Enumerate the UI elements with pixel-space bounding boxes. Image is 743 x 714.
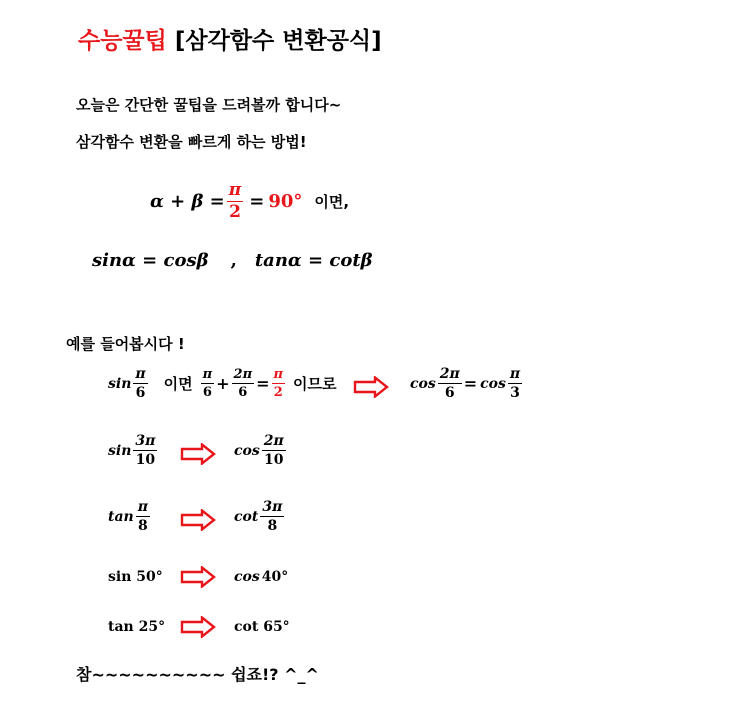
ex1-b-den: 6	[238, 385, 248, 400]
ex1-num: π	[135, 366, 146, 382]
ex4-r-val: 40°	[261, 569, 289, 585]
closing-text: 참~~~~~~~~~~ 쉽죠!? ^_^	[76, 665, 319, 684]
ex1-r-fn2: cos	[480, 375, 506, 392]
example-1-left	[108, 367, 337, 400]
example-1-right	[410, 367, 524, 400]
pi-over-two	[227, 182, 243, 221]
ex1-den: 6	[135, 385, 146, 401]
ex3-den: 8	[137, 518, 148, 534]
ex1-imeuro: 이므로	[293, 375, 337, 393]
ex3-frac	[136, 500, 150, 533]
ex3-r-num: 3π	[262, 499, 283, 515]
ex2-num: 3π	[135, 433, 156, 449]
identity-right: tanα = cotβ	[254, 250, 373, 271]
ex1-frac-b	[232, 368, 255, 399]
identity-left: sinα = cosβ	[92, 250, 209, 271]
ex3-r-fn: cot	[234, 508, 259, 525]
ex1-fn: sin	[108, 375, 132, 392]
ex1-imyeon: 이면	[163, 375, 193, 393]
example-5-right: cot 65°	[234, 619, 290, 635]
ex1-r-num1: 2π	[439, 366, 460, 382]
ninety-degrees: 90°	[268, 191, 303, 212]
ex1-r-frac1	[438, 367, 462, 400]
ex2-r-frac	[262, 434, 286, 467]
equals-sign: =	[249, 191, 265, 212]
ex2-fn: sin	[108, 442, 132, 459]
page-title	[78, 22, 382, 55]
ex2-den: 10	[135, 452, 156, 468]
right-arrow-icon	[180, 509, 216, 531]
alpha-plus-beta: α + β =	[150, 191, 225, 212]
ex1-a-num: π	[202, 367, 213, 382]
ex1-plus: +	[216, 374, 230, 393]
condition-suffix: 이면,	[314, 193, 350, 211]
title-highlight: 수능꿀팁	[78, 28, 167, 54]
example-4-left: sin 50°	[108, 569, 163, 585]
ex1-frac	[133, 367, 147, 400]
ex1-a-den: 6	[202, 385, 212, 400]
ex2-r-den: 10	[264, 452, 284, 468]
ex2-r-num: 2π	[263, 433, 284, 449]
ex1-r-eq: =	[463, 374, 478, 393]
ex1-r-den1: 6	[444, 385, 455, 401]
ex3-r-den: 8	[267, 518, 278, 534]
right-arrow-icon	[353, 376, 389, 398]
identity-comma: ,	[230, 250, 237, 271]
example-2-right	[234, 434, 288, 467]
pi-numerator: π	[228, 180, 242, 200]
example-heading: 예를 들어봅시다 !	[66, 335, 185, 353]
ex1-r-fn1: cos	[410, 375, 436, 392]
ex3-r-frac	[260, 500, 284, 533]
title-text: [삼각함수 변환공식]	[174, 28, 382, 54]
ex4-r-fn: cos	[234, 569, 260, 585]
condition-formula	[150, 182, 349, 221]
ex1-r-num2: π	[509, 366, 521, 382]
ex1-frac-c	[272, 368, 286, 399]
right-arrow-icon	[180, 566, 216, 588]
example-3-right	[234, 500, 286, 533]
ex1-eq: =	[256, 374, 270, 393]
intro-line-2: 삼각함수 변환을 빠르게 하는 방법!	[76, 133, 307, 151]
example-2-left	[108, 434, 159, 467]
ex1-r-frac2	[508, 367, 522, 400]
ex3-num: π	[137, 499, 148, 515]
identity-formula	[92, 250, 373, 271]
right-arrow-icon	[180, 616, 216, 638]
ex1-frac-a	[201, 368, 215, 399]
ex3-fn: tan	[108, 508, 134, 525]
ex1-r-den2: 3	[510, 385, 520, 401]
two-denominator: 2	[229, 202, 241, 222]
ex1-c-den: 2	[273, 385, 283, 400]
intro-line-1: 오늘은 간단한 꿀팁을 드려볼까 합니다~	[76, 96, 342, 114]
right-arrow-icon	[180, 443, 216, 465]
example-4-right	[234, 569, 288, 585]
example-3-left	[108, 500, 152, 533]
ex2-frac	[133, 434, 157, 467]
example-5-left: tan 25°	[108, 619, 166, 635]
ex1-c-num: π	[273, 367, 284, 382]
ex2-r-fn: cos	[234, 442, 260, 459]
ex1-b-num: 2π	[233, 367, 253, 382]
